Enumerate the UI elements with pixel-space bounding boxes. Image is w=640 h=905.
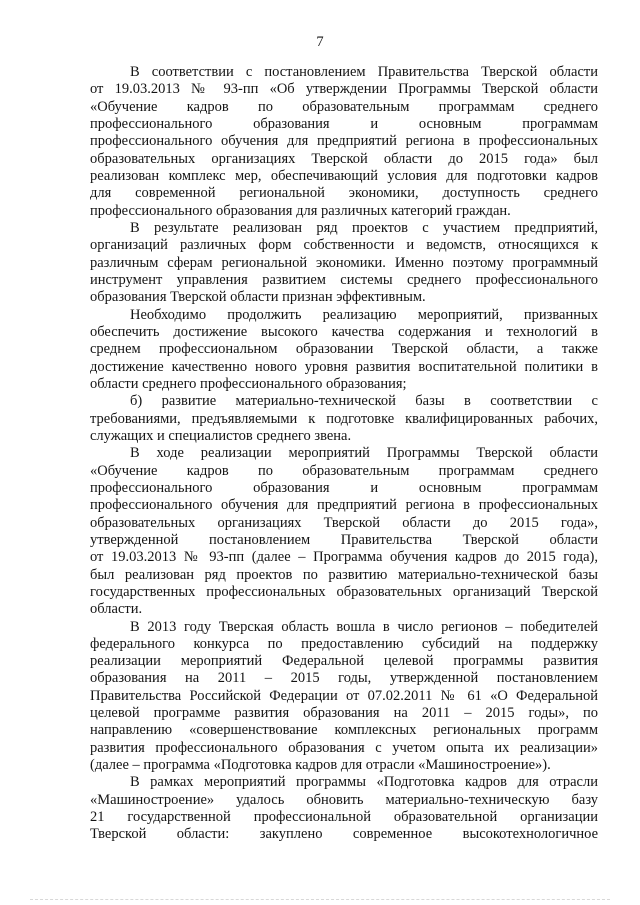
text-line: федерального конкурса по предоставлению субсидий на поддержку	[90, 635, 598, 652]
text-line: Необходимо продолжить реализацию мероприятий, призванных	[130, 306, 598, 323]
paragraph	[90, 445, 598, 618]
text-line: области.	[90, 601, 143, 618]
text-line: от 19.03.2013 № 93-пп «Об утверждении Программы Тверской области	[90, 81, 598, 98]
text-line: профессионального образования и основным программам	[90, 115, 598, 132]
text-line: (далее – программа «Подготовка кадров для отрасли «Машиностроение»).	[90, 757, 551, 774]
text-line: обеспечить достижение высокого качества содержания и технологий в	[90, 323, 598, 340]
text-line: образовательных организациях Тверской области до 2015 года»,	[90, 514, 598, 531]
paragraph	[90, 619, 598, 775]
text-line: В рамках мероприятий программы «Подготовка кадров для отрасли	[130, 774, 598, 791]
text-line: для современной региональной экономики, доступность среднего	[90, 185, 598, 202]
text-line: инструмент управления развитием системы среднего профессионального	[90, 271, 598, 288]
text-line: государственных профессиональных образовательных организаций Тверской	[90, 583, 598, 600]
paragraph	[90, 393, 598, 445]
text-line: различным сферам региональной экономики. Именно поэтому программный	[90, 254, 598, 271]
text-line: «Обучение кадров по образовательным программам среднего	[90, 462, 598, 479]
text-line: Тверской области: закуплено современное высокотехнологичное	[90, 826, 598, 843]
text-line: Правительства Российской Федерации от 07.02.2011 № 61 «О Федеральной	[90, 687, 598, 704]
scan-edge-divider	[30, 899, 610, 900]
paragraph	[90, 220, 598, 307]
text-line: от 19.03.2013 № 93-пп (далее – Программа обучения кадров до 2015 года),	[90, 549, 598, 566]
text-line: организаций различных форм собственности и ведомств, относящихся к	[90, 237, 598, 254]
text-line: развития профессионального образования с учетом опыта их реализации»	[90, 739, 598, 756]
text-line: среднем профессиональном образовании Тверской области, а также	[90, 341, 598, 358]
paragraph	[90, 774, 598, 843]
text-line: 21 государственной профессиональной образовательной организации	[90, 809, 598, 826]
page-number: 7	[316, 34, 324, 50]
text-line: профессионального обучения для предприятий региона в профессиональных	[90, 497, 598, 514]
text-line: профессионального образования для различных категорий граждан.	[90, 202, 511, 219]
text-line: В соответствии с постановлением Правительства Тверской области	[130, 64, 598, 80]
document-body	[90, 64, 598, 844]
text-line: В ходе реализации мероприятий Программы Тверской области	[130, 445, 598, 462]
text-line: образования Тверской области признан эффективным.	[90, 289, 426, 306]
text-line: был реализован ряд проектов по развитию материально-технической базы	[90, 566, 598, 583]
text-line: целевой программе развития образования на 2011 – 2015 годы», по	[90, 705, 598, 722]
text-line: направлению «совершенствование комплексных региональных программ	[90, 722, 598, 739]
text-line: образования на 2011 – 2015 годы, утвержденной постановлением	[90, 670, 598, 687]
text-line: утвержденной постановлением Правительства Тверской области	[90, 531, 598, 548]
text-line: требованиями, предъявляемыми к подготовке квалифицированных рабочих,	[90, 410, 598, 427]
text-line: «Обучение кадров по образовательным программам среднего	[90, 98, 598, 115]
text-line: образовательных организациях Тверской области до 2015 года» был	[90, 150, 598, 167]
text-line: профессионального образования и основным программам	[90, 479, 598, 496]
text-line: В результате реализован ряд проектов с участием предприятий,	[130, 219, 598, 236]
text-line: области среднего профессионального образования;	[90, 375, 407, 392]
text-line: б) развитие материально-технической базы в соответствии с	[130, 393, 598, 410]
text-line: профессионального обучения для предприятий региона в профессиональных	[90, 133, 598, 150]
text-line: достижение качественно нового уровня развития воспитательной политики в	[90, 358, 598, 375]
text-line: «Машиностроение» удалось обновить материально-техническую базу	[90, 791, 598, 808]
text-line: служащих и специалистов среднего звена.	[90, 427, 352, 444]
text-line: реализации мероприятий Федеральной целевой программы развития	[90, 653, 598, 670]
text-line: реализован комплекс мер, обеспечивающий условия для подготовки кадров	[90, 167, 598, 184]
paragraph	[90, 64, 598, 220]
text-line: В 2013 году Тверская область вошла в число регионов – победителей	[130, 618, 598, 635]
paragraph	[90, 307, 598, 394]
